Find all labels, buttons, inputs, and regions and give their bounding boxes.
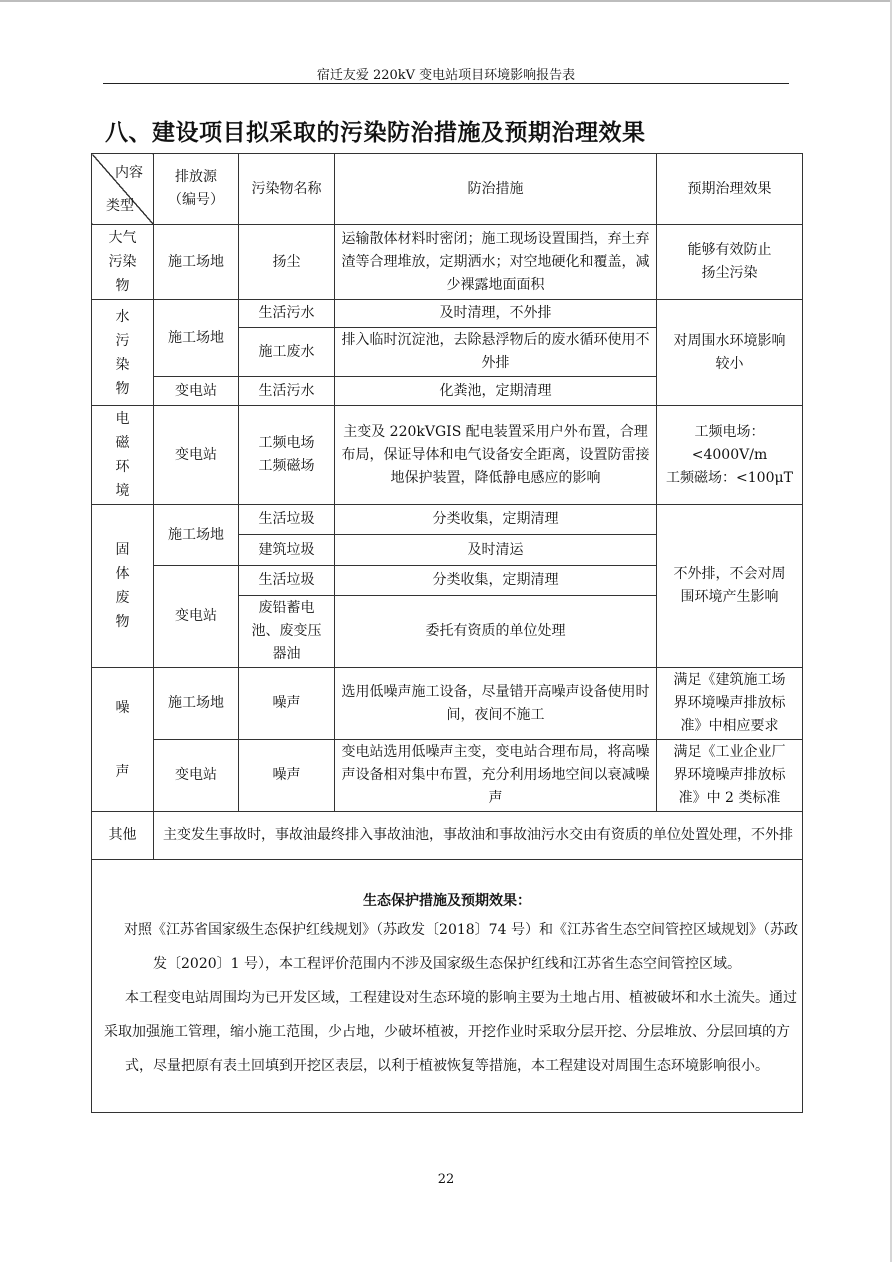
noise-effect-1-l1: 满足《建筑施工场	[673, 672, 786, 688]
solid-pollutant-4-l2: 池、废变压	[251, 623, 322, 639]
type-water-l2: 污	[115, 332, 130, 349]
table-row-eco	[92, 860, 803, 1113]
water-effect-l2: 较小	[715, 355, 744, 372]
corner-type-label: 类型	[106, 198, 134, 214]
header-pollutant: 污染物名称	[239, 154, 335, 225]
type-water	[92, 300, 154, 406]
header-rule	[103, 83, 789, 84]
noise-measures-1: 选用低噪声施工设备，尽量错开高噪声设备使用时间，夜间不施工	[335, 668, 657, 740]
type-other: 其他	[92, 812, 154, 860]
water-measures-1: 及时清理，不外排	[335, 300, 657, 328]
solid-pollutant-4	[239, 596, 335, 668]
table-row-noise-1	[92, 668, 803, 740]
water-pollutant-2: 施工废水	[239, 328, 335, 377]
air-measures: 运输散体材料时密闭；施工现场设置围挡，弃土弃渣等合理堆放，定期洒水；对空地硬化和覆盖，减少裸露地面面积	[335, 225, 657, 300]
scan-edge-top	[0, 0, 892, 2]
em-pollutant	[239, 406, 335, 505]
table-row-em	[92, 406, 803, 505]
eco-title: 生态保护措施及预期效果：	[363, 893, 531, 909]
corner-content-label: 内容	[115, 165, 143, 181]
em-pollutant-l1: 工频电场	[258, 435, 315, 451]
table-row-noise-2	[92, 740, 803, 812]
solid-measures-2: 及时清运	[335, 535, 657, 566]
eco-paragraph-1: 对照《江苏省国家级生态保护红线规划》（苏政发〔2018〕74 号）和《江苏省生态空间管控区域规划》（苏政发〔2020〕1 号），本工程评价范围内不涉及国家级生态保护红线和江苏省生态空间管控区域。	[124, 922, 798, 972]
eco-protection-cell	[92, 860, 803, 1113]
type-em-l3: 环	[115, 459, 130, 475]
type-air-l3: 物	[115, 278, 130, 294]
type-solid-l2: 体	[115, 566, 130, 582]
pollution-control-table	[91, 153, 803, 1113]
air-effect-l1: 能够有效防止	[687, 242, 772, 258]
noise-measures-2: 变电站选用低噪声主变，变电站合理布局，将高噪声设备相对集中布置，充分利用场地空间以衰减噪声	[335, 740, 657, 812]
em-pollutant-l2: 工频磁场	[258, 458, 315, 474]
eco-body	[96, 913, 798, 1083]
type-solid-l3: 废	[115, 590, 130, 606]
solid-effect	[657, 505, 803, 668]
table-row-other	[92, 812, 803, 860]
em-effect-l1: 工频电场：	[694, 423, 765, 440]
type-air-l2: 污染	[108, 254, 137, 270]
type-air	[92, 225, 154, 300]
water-source-substation: 变电站	[154, 377, 239, 406]
water-source-construction: 施工场地	[154, 300, 239, 377]
noise-effect-2-l1: 满足《工业企业厂	[673, 744, 786, 760]
type-solid-l1: 固	[115, 542, 130, 558]
type-noise-gap	[96, 720, 149, 760]
type-water-l3: 染	[115, 356, 130, 373]
water-measures-3: 化粪池，定期清理	[335, 377, 657, 406]
water-measures-2: 排入临时沉淀池，去除悬浮物后的废水循环使用不外排	[335, 328, 657, 377]
air-pollutant: 扬尘	[239, 225, 335, 300]
water-effect	[657, 300, 803, 406]
solid-measures-1: 分类收集，定期清理	[335, 505, 657, 535]
em-source: 变电站	[154, 406, 239, 505]
header-effect: 预期治理效果	[657, 154, 803, 225]
noise-effect-2	[657, 740, 803, 812]
diagonal-corner-cell	[92, 154, 154, 225]
noise-effect-2-l2: 界环境噪声排放标	[673, 767, 786, 783]
water-effect-l1: 对周围水环境影响	[673, 332, 786, 349]
noise-effect-1-l3: 准》中相应要求	[680, 718, 779, 734]
table-header-row	[92, 154, 803, 225]
table-row-solid-1	[92, 505, 803, 535]
header-source	[154, 154, 239, 225]
air-effect-l2: 扬尘污染	[701, 265, 758, 281]
type-solid-l4: 物	[115, 614, 130, 630]
type-noise	[92, 668, 154, 812]
page-number: 22	[437, 1172, 455, 1187]
solid-pollutant-4-l3: 器油	[272, 646, 301, 662]
section-title: 八、建设项目拟采取的污染防治措施及预期治理效果	[105, 120, 646, 146]
type-water-l4: 物	[115, 380, 130, 397]
running-header: 宿迁友爱 220kV 变电站项目环境影响报告表	[316, 68, 576, 83]
noise-effect-1	[657, 668, 803, 740]
water-pollutant-3: 生活污水	[239, 377, 335, 406]
noise-effect-1-l2: 界环境噪声排放标	[673, 695, 786, 711]
noise-pollutant-1: 噪声	[239, 668, 335, 740]
header-source-line1: 排放源	[175, 169, 217, 185]
solid-pollutant-2: 建筑垃圾	[239, 535, 335, 566]
table-row-water-1	[92, 300, 803, 328]
solid-pollutant-3: 生活垃圾	[239, 566, 335, 596]
type-noise-l2: 声	[115, 763, 130, 780]
solid-pollutant-4-l1: 废铅蓄电	[258, 600, 315, 616]
air-effect	[657, 225, 803, 300]
header-source-line2: （编号）	[168, 192, 224, 208]
em-effect-l3: 工频磁场：<100μT	[666, 469, 793, 486]
noise-pollutant-2: 噪声	[239, 740, 335, 812]
em-measures: 主变及 220kVGIS 配电装置采用户外布置，合理布局，保证导体和电气设备安全距离，设置防雷接地保护装置，降低静电感应的影响	[335, 406, 657, 505]
solid-measures-3: 分类收集，定期清理	[335, 566, 657, 596]
solid-effect-l1: 不外排，不会对周	[673, 566, 786, 582]
other-content: 主变发生事故时，事故油最终排入事故油池，事故油和事故油污水交由有资质的单位处置处理，不外排	[154, 812, 803, 860]
type-air-l1: 大气	[108, 230, 137, 246]
air-source: 施工场地	[154, 225, 239, 300]
type-solid	[92, 505, 154, 668]
water-pollutant-1: 生活污水	[239, 300, 335, 328]
solid-source-construction: 施工场地	[154, 505, 239, 566]
eco-paragraph-2: 本工程变电站周围均为已开发区域，工程建设对生态环境的影响主要为土地占用、植被破坏和水土流失。通过采取加强施工管理，缩小施工范围，少占地，少破坏植被，开挖作业时采取分层开挖、分层堆放、分层回填的方式，尽量把原有表土回填到开挖区表层，以利于植被恢复等措施，本工程建设对周围生态环境影响很小。	[104, 990, 797, 1074]
header-measures: 防治措施	[335, 154, 657, 225]
solid-effect-l2: 围环境产生影响	[680, 589, 779, 605]
noise-source-substation: 变电站	[154, 740, 239, 812]
type-noise-l1: 噪	[115, 699, 130, 716]
em-effect	[657, 406, 803, 505]
type-em-l2: 磁	[115, 435, 130, 451]
solid-measures-4: 委托有资质的单位处理	[335, 596, 657, 668]
table-row-air	[92, 225, 803, 300]
noise-effect-2-l3: 准》中 2 类标准	[678, 790, 781, 806]
noise-source-construction: 施工场地	[154, 668, 239, 740]
solid-pollutant-1: 生活垃圾	[239, 505, 335, 535]
solid-source-substation: 变电站	[154, 566, 239, 668]
type-em	[92, 406, 154, 505]
type-em-l1: 电	[115, 411, 130, 427]
em-effect-l2: <4000V/m	[691, 446, 768, 463]
type-em-l4: 境	[115, 483, 130, 499]
type-water-l1: 水	[115, 308, 130, 325]
